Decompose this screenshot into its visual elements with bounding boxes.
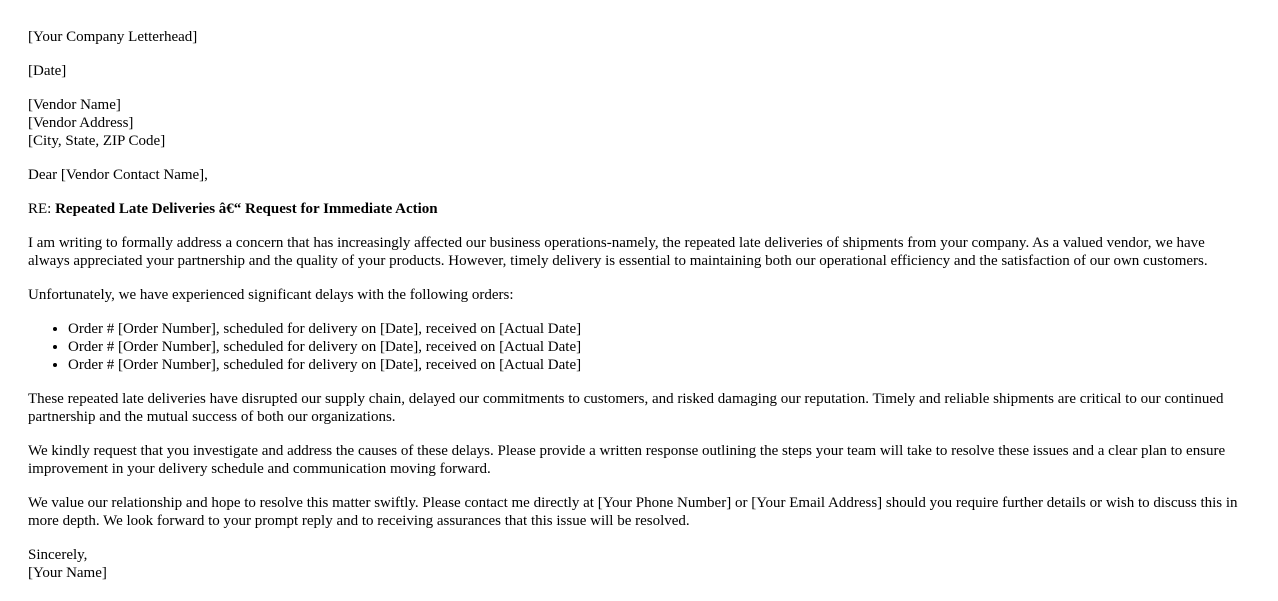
vendor-name: [Vendor Name]: [28, 97, 121, 113]
subject-text: Repeated Late Deliveries â€“ Request for Immediate Action: [55, 201, 438, 217]
body-paragraph-2: Unfortunately, we have experienced significant delays with the following orders:: [28, 287, 514, 303]
list-item: • Order # [Order Number], scheduled for delivery on [Date], received on [Actual Date]: [68, 338, 1250, 356]
list-item: • Order # [Order Number], scheduled for delivery on [Date], received on [Actual Date]: [68, 320, 1250, 338]
salutation: Dear [Vendor Contact Name],: [28, 167, 208, 183]
vendor-city-state-zip: [City, State, ZIP Code]: [28, 133, 166, 149]
signature-name: [Your Name]: [28, 565, 107, 581]
body-paragraph-3: These repeated late deliveries have disrupted our supply chain, delayed our commitments to customers, and risked damaging our reputation. Timely and reliable shipments are critical to our continued partnership and the mutual success of both our organizations.: [28, 391, 1224, 425]
body-paragraph-5: We value our relationship and hope to resolve this matter swiftly. Please contact me directly at [Your Phone Number] or [Your Email Address] should you require further details or wish to discuss this in more depth. We look forward to your prompt reply and to receiving assurances that this issue will be resolved.: [28, 495, 1238, 529]
list-item: • Order # [Order Number], scheduled for delivery on [Date], received on [Actual Date]: [68, 356, 1250, 374]
body-paragraph-1: I am writing to formally address a concern that has increasingly affected our business operations-namely, the repeated late deliveries of shipments from your company. As a valued vendor, we have always appreciated your partnership and the quality of your products. However, timely delivery is essential to maintaining both our operational efficiency and the satisfaction of our own customers.: [28, 235, 1208, 269]
subject-line: [28, 200, 1250, 218]
body-paragraph-4: We kindly request that you investigate and address the causes of these delays. Please provide a written response outlining the steps your team will take to resolve these issues and a clear plan to ensure improvement in your delivery schedule and communication moving forward.: [28, 443, 1226, 477]
vendor-address: [Vendor Address]: [28, 115, 134, 131]
orders-list: [28, 320, 1250, 374]
closing-block: [28, 546, 1250, 582]
letterhead: [Your Company Letterhead]: [28, 29, 198, 45]
closing: Sincerely,: [28, 547, 88, 563]
recipient-block: [28, 96, 1250, 150]
letter-date: [Date]: [28, 63, 67, 79]
subject-prefix: RE:: [28, 201, 56, 217]
